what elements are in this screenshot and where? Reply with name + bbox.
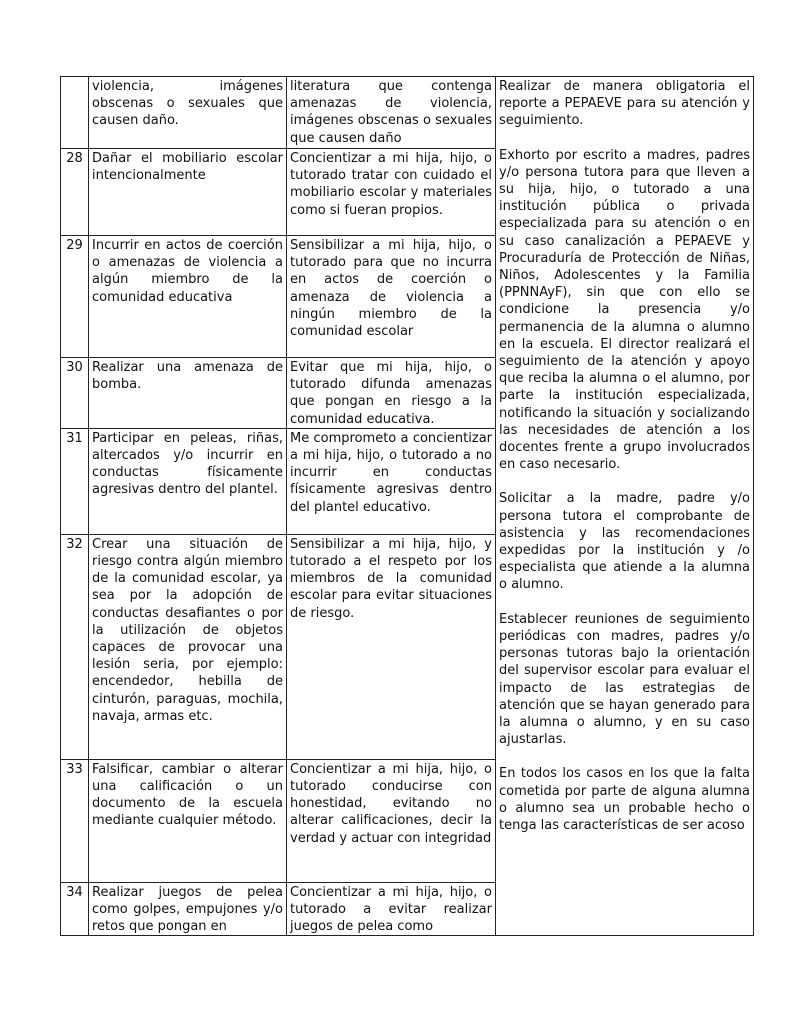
conduct-cell: Participar en peleas, riñas, altercados y/o incurrir en conductas físicamente agresivas dentro del plantel. (89, 428, 287, 534)
conduct-cell: Dañar el mobiliario escolar intencionalmente (89, 149, 287, 236)
measure-paragraph: Solicitar a la madre, padre y/o persona tutora el comprobante de asistencia y las recomendaciones expedidas por la institución y /o especialista que atiende a la alumna o alumno. (499, 491, 750, 593)
row-number (61, 77, 89, 149)
conduct-cell: Falsificar, cambiar o alterar una calificación o un documento de la escuela mediante cualquier método. (89, 759, 287, 882)
commitment-cell: Concientizar a mi hija, hijo, o tutorado a evitar realizar juegos de pelea como (287, 882, 496, 936)
row-number: 32 (61, 534, 89, 759)
commitment-cell: Sensibilizar a mi hija, hijo, y tutorado a el respeto por los miembros de la comunidad escolar para evitar situaciones de riesgo. (287, 534, 496, 759)
measure-paragraph: Exhorto por escrito a madres, padres y/o persona tutora para que lleven a su hija, hijo, o tutorado a una institución pública o privada especializada para su atención o en su caso canalización a PEPAEVE y Procuraduría de Protección de Niñas, Niños, Adolescentes y la Familia (PPNNAyF), sin que con ello se condicione la presencia y/o permanencia de la alumna o alumno en la escuela. El director realizará el seguimiento de la atención y apoyo que reciba la alumna o el alumno, por parte la institución especializada, notificando la situación y socializando las necesidades de atención a los docentes frente a grupo involucrados en caso necesario. (499, 147, 750, 473)
commitment-cell: Me comprometo a concientizar a mi hija, hijo, o tutorado a no incurrir en conductas físicamente agresivas dentro del plantel educativo. (287, 428, 496, 534)
row-number: 29 (61, 236, 89, 358)
conduct-cell: Crear una situación de riesgo contra algún miembro de la comunidad escolar, ya sea por la adopción de conductas desafiantes o por la utilización de objetos capaces de provocar una lesión seria, por ejemplo: encendedor, hebilla de cinturón, paraguas, mochila, navaja, armas etc. (89, 534, 287, 759)
row-number: 30 (61, 358, 89, 429)
measures-cell (496, 77, 754, 936)
measure-paragraph: En todos los casos en los que la falta cometida por parte de alguna alumna o alumno sea un probable hecho o tenga las características de ser acoso (499, 766, 750, 833)
row-number: 34 (61, 882, 89, 936)
conduct-cell: Incurrir en actos de coerción o amenazas de violencia a algún miembro de la comunidad educativa (89, 236, 287, 358)
measure-paragraph: Realizar de manera obligatoria el reporte a PEPAEVE para su atención y seguimiento. (499, 79, 750, 129)
table-row (61, 77, 754, 149)
commitment-cell: Sensibilizar a mi hija, hijo, o tutorado para que no incurra en actos de coerción o amenaza de violencia a ningún miembro de la comunidad escolar (287, 236, 496, 358)
row-number: 31 (61, 428, 89, 534)
row-number: 28 (61, 149, 89, 236)
conduct-cell: violencia, imágenes obscenas o sexuales que causen daño. (89, 77, 287, 149)
commitment-cell: Evitar que mi hija, hijo, o tutorado difunda amenazas que pongan en riesgo a la comunidad educativa. (287, 358, 496, 429)
measure-paragraph: Establecer reuniones de seguimiento periódicas con madres, padres y/o personas tutoras bajo la orientación del supervisor escolar para evaluar el impacto de las estrategias de atención que se hayan generado para la alumna o alumno, y en su caso ajustarlas. (499, 611, 750, 748)
commitment-cell: Concientizar a mi hija, hijo, o tutorado tratar con cuidado el mobiliario escolar y materiales como si fueran propios. (287, 149, 496, 236)
conduct-cell: Realizar juegos de pelea como golpes, empujones y/o retos que pongan en (89, 882, 287, 936)
row-number: 33 (61, 759, 89, 882)
commitment-cell: Concientizar a mi hija, hijo, o tutorado conducirse con honestidad, evitando no alterar calificaciones, decir la verdad y actuar con integridad (287, 759, 496, 882)
conduct-cell: Realizar una amenaza de bomba. (89, 358, 287, 429)
commitment-cell: literatura que contenga amenazas de violencia, imágenes obscenas o sexuales que causen daño (287, 77, 496, 149)
conduct-table (60, 76, 754, 936)
